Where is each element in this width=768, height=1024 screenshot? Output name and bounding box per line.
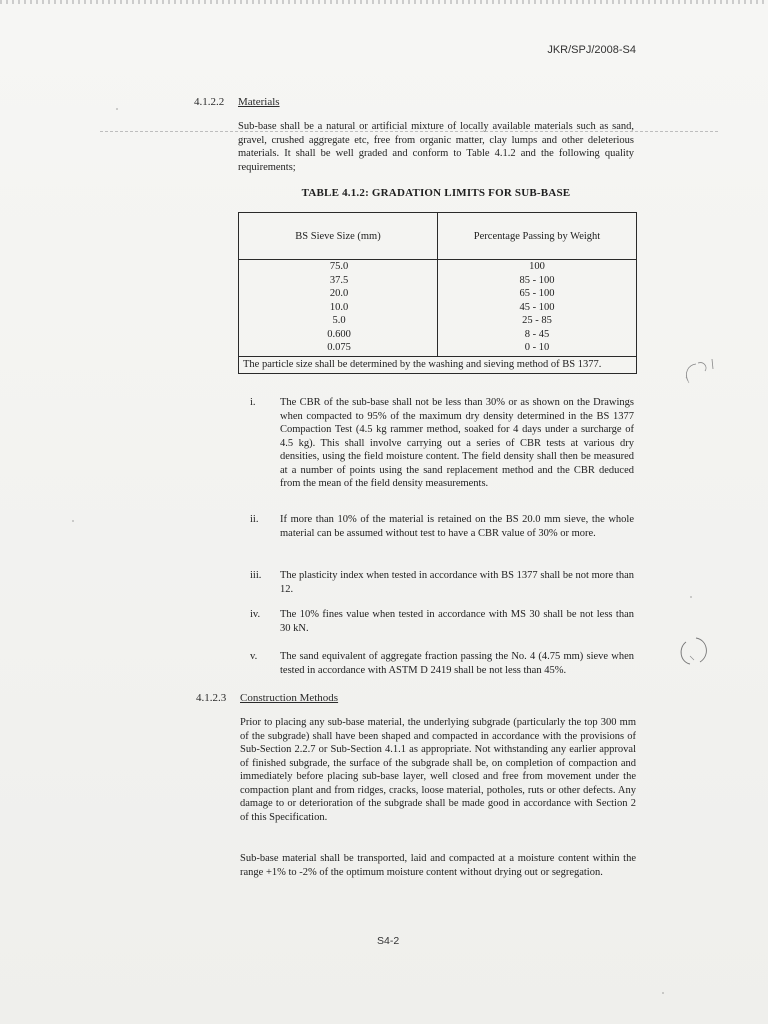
table-caption: TABLE 4.1.2: GRADATION LIMITS FOR SUB-BASE: [301, 187, 571, 199]
scan-top-edge: [0, 0, 768, 4]
table-cell: 37.5: [329, 274, 349, 286]
table-note: The particle size shall be determined by the washing and sieving method of BS 1377.: [243, 358, 602, 370]
scan-speck: [690, 596, 692, 598]
page-number: S4-2: [377, 935, 400, 947]
table-cell: 8 - 45: [524, 328, 550, 340]
table-cell: 10.0: [329, 301, 349, 313]
section-title: Construction Methods: [240, 692, 339, 704]
pencil-mark: [678, 355, 718, 385]
table-cell: 100: [529, 261, 545, 272]
table-cell: 85 - 100: [519, 274, 555, 286]
section-heading-materials: [194, 96, 280, 108]
requirement-numeral: v.: [250, 651, 258, 662]
table-cell: 0.600: [327, 328, 351, 340]
requirement-text: If more than 10% of the material is retained on the BS 20.0 mm sieve, the whole material can be assumed without test to have a CBR value of 30% or more.: [280, 514, 634, 539]
requirement-text: The sand equivalent of aggregate fraction passing the No. 4 (4.75 mm) sieve when tested in accordance with ASTM D 2419 shall be not less than 45%.: [280, 651, 634, 676]
table-cell: 25 - 85: [522, 315, 552, 326]
table-body: [239, 260, 636, 357]
table-cell: 45 - 100: [519, 301, 555, 313]
table-cell: 75.0: [329, 261, 349, 272]
section-heading-construction: [196, 692, 338, 704]
table-header-sieve-size: BS Sieve Size (mm): [295, 230, 381, 242]
construction-paragraph-1: Prior to placing any sub-base material, the underlying subgrade (particularly the top 300 mm of the subgrade) shall have been shaped and compacted in accordance with the provisions of Sub-Section 2.2.7 or Sub-Section 4.1.1 as appropriate. Not withstanding any earlier approval of finished subgrade, the surface of the subgrade shall be, on completion of compaction and immediately before placing sub-base layer, well closed and free from movement under the compaction plant and from ridges, cracks, loose material, potholes, ruts or other defects. Any damage to or deterioration of the subgrade shall be made good in accordance with Section 2 of this Specification.: [240, 717, 636, 823]
pencil-mark: [674, 632, 714, 672]
table-header-row: [239, 213, 636, 260]
percent-passing-column: [437, 260, 636, 356]
table-cell: 5.0: [332, 315, 346, 326]
requirement-text: The plasticity index when tested in accordance with BS 1377 shall be not more than 12.: [280, 570, 634, 595]
requirement-numeral: i.: [250, 397, 256, 408]
requirement-numeral: ii.: [250, 514, 259, 525]
requirement-numeral: iii.: [250, 570, 262, 581]
scan-speck: [116, 108, 118, 110]
requirement-item: [250, 513, 634, 540]
requirement-text: The CBR of the sub-base shall not be less than 30% or as shown on the Drawings when compacted to 95% of the maximum dry density determined in the BS 1377 Compaction Test (4.5 kg rammer method, soaked for 4 days under a surcharge of 4.5 kg). This shall involve carrying out a series of CBR tests at various dry densities, using the field moisture content. The field density shall then be measured at a number of points using the sand replacement method and the CBR deduced from the mean of the field density measurements.: [280, 397, 634, 489]
construction-paragraph-2: Sub-base material shall be transported, laid and compacted at a moisture content within the range +1% to -2% of the optimum moisture content without drying out or segregation.: [240, 853, 636, 878]
table-cell: 0.075: [327, 342, 351, 353]
gradation-table: [238, 212, 637, 374]
table-cell: 20.0: [329, 288, 349, 299]
section-number: 4.1.2.3: [196, 692, 227, 704]
requirement-text: The 10% fines value when tested in accordance with MS 30 shall be not less than 30 kN.: [280, 609, 634, 634]
table-cell: 65 - 100: [519, 288, 555, 299]
sieve-size-column: [239, 260, 437, 356]
section-title: Materials: [238, 96, 280, 108]
scan-speck: [72, 520, 74, 522]
scan-speck: [662, 992, 664, 994]
document-reference: JKR/SPJ/2008-S4: [547, 44, 636, 56]
table-cell: 0 - 10: [524, 342, 550, 353]
requirement-item: [250, 396, 634, 491]
section-number: 4.1.2.2: [194, 96, 225, 108]
requirement-item: [250, 650, 634, 677]
requirement-numeral: iv.: [250, 609, 261, 620]
requirement-item: [250, 608, 634, 635]
table-header-percent-passing: Percentage Passing by Weight: [437, 213, 636, 259]
requirement-item: [250, 569, 634, 596]
materials-intro-paragraph: Sub-base shall be a natural or artificial mixture of locally available materials such as sand, gravel, crushed aggregate etc, free from organic matter, clay lumps and other deleterious materials. It shall be well graded and conform to Table 4.1.2 and the following quality requirements;: [238, 121, 634, 173]
